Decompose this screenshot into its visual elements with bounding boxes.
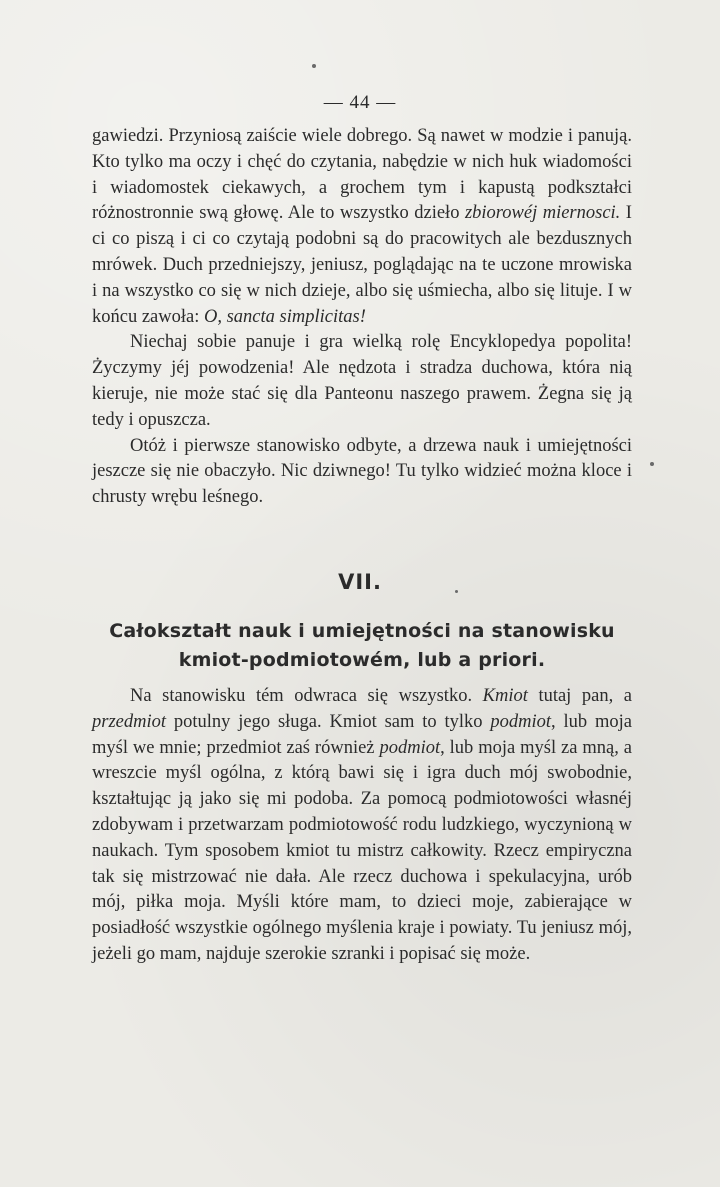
- section-title: Całokształt nauk i umiejętności na stanowisku kmiot-podmiotowém, lub a priori.: [109, 620, 615, 671]
- paragraph-4-italic-term: przedmiot: [92, 711, 166, 732]
- section-number: VII.: [338, 570, 382, 594]
- body-text-top: [92, 124, 632, 511]
- paragraph-4-text: , lub moja myśl we mnie; przedmiot zaś również: [92, 711, 632, 758]
- page-number: — 44 —: [323, 92, 397, 113]
- paragraph-4-text: , lub moja myśl za mną, a wreszcie myśl ogólna, z którą bawi się i igra duch mój swobodnie, kształtując ją jako się mi podoba. Za pomocą podmiotowości własnéj zdobywam i przetwarzam podmiotowość rodu ludzkiego, wyczynioną w naukach. Tym sposobem kmiot tu mistrz całkowity. Rzecz empiryczna tak się mistrzować nie dała. Ale rzecz duchowa i spekulacyjna, urób mój, piłka moja. Myśli które mam, to dzieci moje, zabierające w posiadłość wszystkie ogólnego myślenia kraje i powiaty. Tu jeniusz mój, jeżeli go mam, najduje szerokie szranki i popisać się może.: [92, 737, 632, 964]
- paragraph-1-text-after: I ci co piszą i ci co czytają podobni są do pracowitych ale bezdusznych mrówek. Duch przedniejszy, jeniusz, poglądając na te uczone mrowiska i na wszystko co się w nich dzieje, albo się uśmiecha, albo się lituje. I w końcu zawoła:: [92, 203, 632, 327]
- paragraph-1-italic-2: O, sancta simplicitas!: [204, 306, 366, 327]
- paragraph-4-italic-term: podmiot: [490, 711, 552, 732]
- paragraph-1-italic-1: zbiorowéj miernosci.: [464, 203, 621, 224]
- paragraph-4-text: tutaj pan, a: [527, 686, 632, 706]
- paragraph-4: [92, 684, 632, 968]
- print-speck: [455, 590, 458, 593]
- paragraph-3: Otóż i pierwsze stanowisko odbyte, a drzewa nauk i umiejętności jeszcze się nie obaczyło. Nic dziwnego! Tu tylko widzieć można kloce i chrusty wrębu leśnego.: [92, 435, 632, 508]
- print-speck: [312, 64, 316, 68]
- paragraph-4-text: Na stanowisku tém odwraca się wszystko.: [130, 686, 483, 706]
- print-speck: [650, 462, 654, 466]
- paragraph-4-italic-term: Kmiot: [482, 686, 528, 706]
- paragraph-4-italic-term: podmiot: [379, 737, 441, 758]
- paragraph-1-text: gawiedzi. Przyniosą zaiście wiele dobrego. Są nawet w modzie i panują. Kto tylko ma oczy i chęć do czytania, nabędzie w nich huk wiadomości i wiadomostek ciekawych, a grochem tym i kapustą podkształci różnostronnie swą głowę. Ale to wszystko dzieło: [92, 126, 632, 224]
- body-text-bottom: [92, 684, 632, 968]
- paragraph-2: Niechaj sobie panuje i gra wielką rolę Encyklopedya popolita! Życzymy jéj powodzenia! Ale nędzota i stradza duchowa, która nią kieruje, nie może stać się dla Panteonu naszego prawem. Żegna się ją tedy i opuszcza.: [92, 332, 632, 430]
- paragraph-4-text: potulny jego sługa. Kmiot sam to tylko: [166, 711, 491, 732]
- paragraph-1: [92, 124, 632, 330]
